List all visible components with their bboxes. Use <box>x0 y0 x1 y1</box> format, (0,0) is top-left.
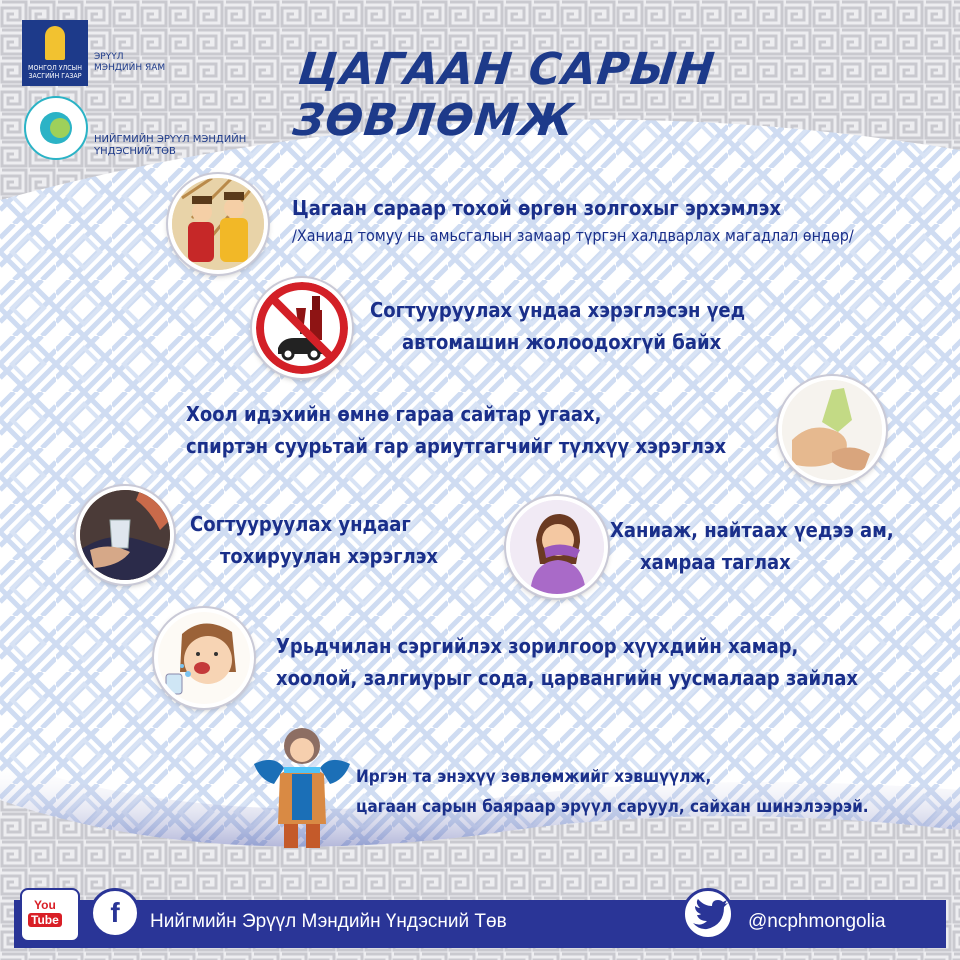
closing-line2: цагаан сарын баяраар эрүүл саруул, сайхан шинэлээрэй. <box>356 797 869 817</box>
facebook-glyph: f <box>110 897 120 928</box>
tip-no-drink-driving <box>370 294 745 358</box>
tip6-line2: хоолой, залгиурыг сода, царвангийн уусмалаар зайлах <box>276 666 859 690</box>
cough-etiquette-illustration <box>506 496 608 598</box>
closing-line1: Иргэн та энэхүү зөвлөмжийг хэвшүүлж, <box>356 767 712 787</box>
tip3-line1: Хоол идэхийн өмнө гараа сайтар угаах, <box>186 402 602 426</box>
tip5-line2: хамраа таглах <box>640 550 791 574</box>
tip5-line1: Ханиаж, найтаах үедээ ам, <box>610 518 894 542</box>
no-drink-driving-icon <box>252 278 352 378</box>
youtube-label-top: You <box>34 898 56 912</box>
tip3-line2: спиртэн суурьтай гар ариутгагчийг түлхүү хэрэглэх <box>186 434 727 458</box>
youtube-icon[interactable] <box>20 888 80 942</box>
tip1-line1: Цагаан сараар тохой өргөн золгохыг эрхэмлэх <box>292 196 781 220</box>
ncph-caption <box>94 134 246 158</box>
elbow-greeting-illustration <box>168 174 268 274</box>
logo1-line1: МОНГОЛ УЛСЫН <box>28 64 82 72</box>
ncph-logo <box>24 96 88 160</box>
twitter-bird-icon <box>685 891 731 937</box>
tip2-line1: Согтууруулах ундаа хэрэглэсэн үед <box>370 298 746 322</box>
tip1-line2: /Ханиад томуу нь амьсгалын замаар түргэн халдварлах магадлал өндөр/ <box>292 226 854 245</box>
youtube-label-bottom: Tube <box>28 913 62 927</box>
footer-org-name: Нийгмийн Эрүүл Мэндийн Үндэсний Төв <box>150 911 507 932</box>
twitter-icon[interactable] <box>682 888 734 940</box>
facebook-icon[interactable] <box>90 888 140 938</box>
ministry-caption <box>94 52 165 74</box>
tip-hand-washing <box>186 398 726 462</box>
tip6-line1: Урьдчилан сэргийлэх зорилгоор хүүхдийн хамар, <box>276 634 799 658</box>
logo1-line2: ЗАСГИЙН ГАЗАР <box>28 72 82 80</box>
child-mascot-illustration <box>254 724 350 854</box>
tip-cover-cough <box>610 514 894 578</box>
tip4-line2: тохируулан хэрэглэх <box>220 544 439 568</box>
youtube-label <box>28 898 62 928</box>
soyombo-emblem-icon <box>45 26 65 60</box>
ncph-caption-line2: ҮНДЭСНИЙ ТӨВ <box>94 146 176 157</box>
tip2-line2: автомашин жолоодохгүй байх <box>402 330 722 354</box>
ministry-caption-line1: ЭРҮҮЛ <box>94 52 124 62</box>
ncph-caption-line1: НИЙГМИЙН ЭРҮҮЛ МЭНДИЙН <box>94 134 247 145</box>
alcohol-moderation-illustration <box>76 486 174 584</box>
tip-elbow-greeting <box>292 192 854 248</box>
ncph-logo-leaf-icon <box>50 118 70 138</box>
closing-message <box>356 762 869 822</box>
tip-alcohol-moderation <box>190 508 438 572</box>
tip-gargling <box>276 630 858 694</box>
twitter-handle[interactable]: @ncphmongolia <box>748 911 886 932</box>
tip4-line1: Согтууруулах ундааг <box>190 512 411 536</box>
page-title: ЦАГААН САРЫН ЗӨВЛӨМЖ <box>290 44 718 146</box>
hand-sanitizer-illustration <box>778 376 886 484</box>
gargling-child-illustration <box>154 608 254 708</box>
government-emblem-logo <box>22 20 88 86</box>
ministry-caption-line2: МЭНДИЙН ЯАМ <box>94 63 166 73</box>
